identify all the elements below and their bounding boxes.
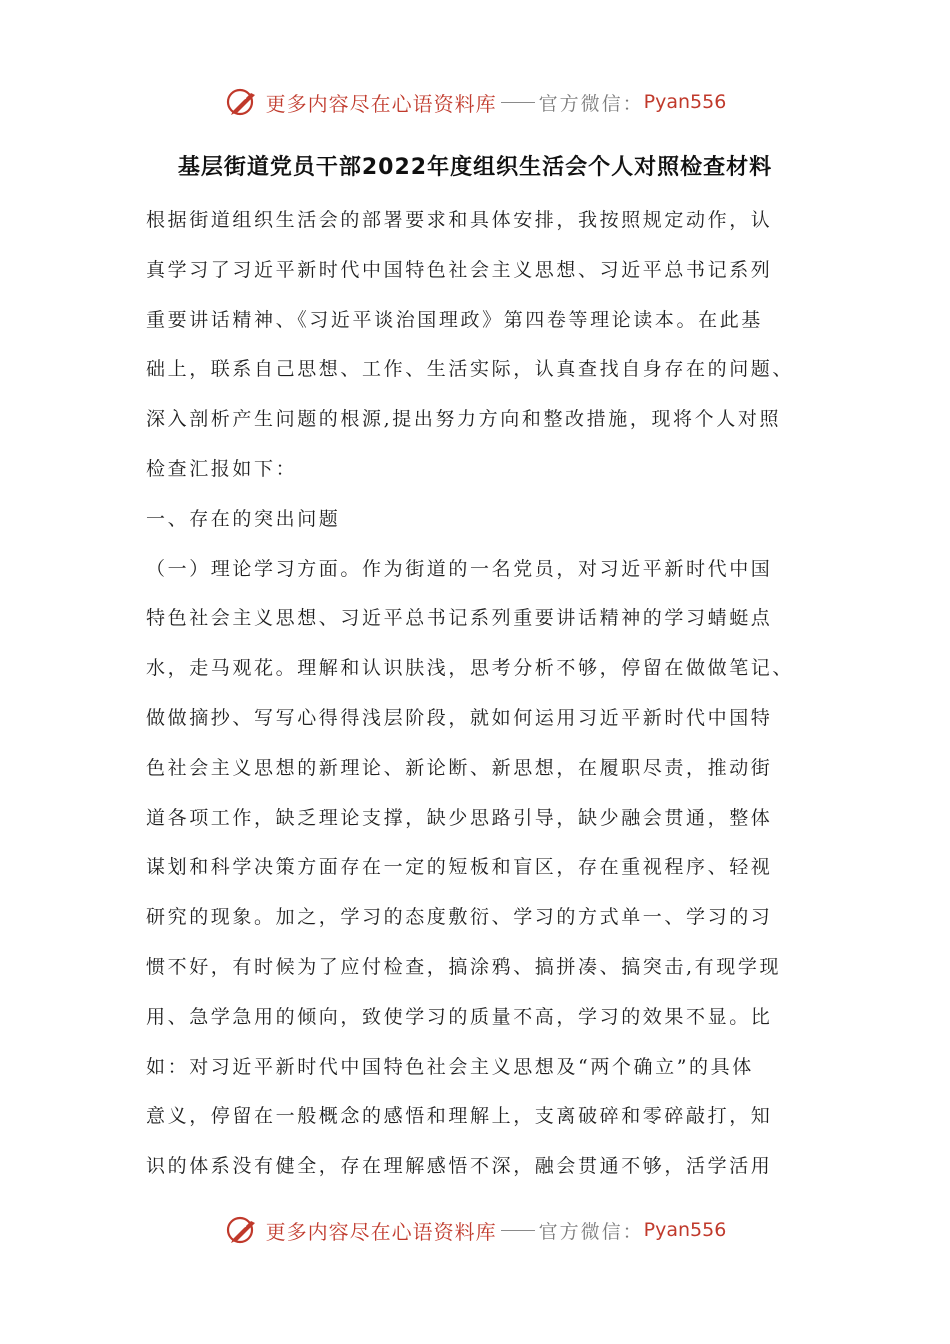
text-line: 深入剖析产生问题的根源,提出努力方向和整改措施，现将个人对照 bbox=[146, 408, 782, 431]
text-line: 惯不好，有时候为了应付检查，搞涂鸦、搞拼凑、搞突击,有现学现 bbox=[146, 955, 782, 978]
text-line: 谋划和科学决策方面存在一定的短板和盲区，存在重视程序、轻视 bbox=[146, 856, 773, 879]
footer-dash bbox=[501, 1230, 535, 1231]
text-line: 如：对习近平新时代中国特色社会主义思想及“两个确立”的具体 bbox=[146, 1055, 754, 1078]
text-line: 重要讲话精神、《习近平谈治国理政》第四卷等理论读本。在此基 bbox=[146, 308, 763, 331]
footer-wechat-label: 官方微信： bbox=[538, 1220, 644, 1243]
text-line: 真学习了习近平新时代中国特色社会主义思想、习近平总书记系列 bbox=[146, 258, 773, 281]
text-line: 一、存在的突出问题 bbox=[146, 507, 341, 530]
footer-brand-text: 更多内容尽在心语资料库 bbox=[265, 1219, 497, 1244]
header-brand-text: 更多内容尽在心语资料库 bbox=[265, 91, 497, 116]
text-line: 根据街道组织生活会的部署要求和具体安排，我按照规定动作，认 bbox=[146, 209, 773, 231]
text-line: 道各项工作，缺乏理论支撑，缺少思路引导，缺少融会贯通，整体 bbox=[146, 806, 773, 829]
header-wechat-label: 官方微信： bbox=[538, 92, 644, 115]
header-wechat-id: Pyan556 bbox=[643, 91, 727, 113]
pen-circle-logo-icon bbox=[224, 84, 260, 120]
text-line: 研究的现象。加之，学习的态度敷衍、学习的方式单一、学习的习 bbox=[146, 906, 773, 929]
pen-circle-logo-icon bbox=[224, 1212, 260, 1248]
text-line: 色社会主义思想的新理论、新论断、新思想，在履职尽责，推动街 bbox=[146, 756, 773, 779]
text-line: 意义，停留在一般概念的感悟和理解上，支离破碎和零碎敲打，知 bbox=[146, 1105, 773, 1128]
text-line: 础上，联系自己思想、工作、生活实际，认真查找自身存在的问题、 bbox=[146, 358, 795, 381]
text-line: 用、急学急用的倾向，致使学习的质量不高，学习的效果不显。比 bbox=[146, 1005, 773, 1028]
document-title: 基层街道党员干部2022年度组织生活会个人对照检查材料 bbox=[177, 155, 773, 180]
header-banner bbox=[0, 80, 950, 124]
text-line: 做做摘抄、写写心得得浅层阶段，就如何运用习近平新时代中国特 bbox=[146, 706, 773, 729]
header-dash bbox=[501, 102, 535, 103]
footer-wechat-id: Pyan556 bbox=[643, 1219, 727, 1241]
text-line: 水，走马观花。理解和认识肤浅，思考分析不够，停留在做做笔记、 bbox=[146, 657, 795, 680]
text-line: 识的体系没有健全，存在理解感悟不深，融会贯通不够，活学活用 bbox=[146, 1155, 773, 1178]
text-line: （一）理论学习方面。作为街道的一名党员，对习近平新时代中国 bbox=[146, 557, 773, 580]
document-body bbox=[146, 196, 826, 1192]
text-line: 检查汇报如下： bbox=[146, 457, 298, 480]
footer-banner bbox=[0, 1208, 950, 1252]
text-line: 特色社会主义思想、习近平总书记系列重要讲话精神的学习蜻蜓点 bbox=[146, 607, 773, 630]
